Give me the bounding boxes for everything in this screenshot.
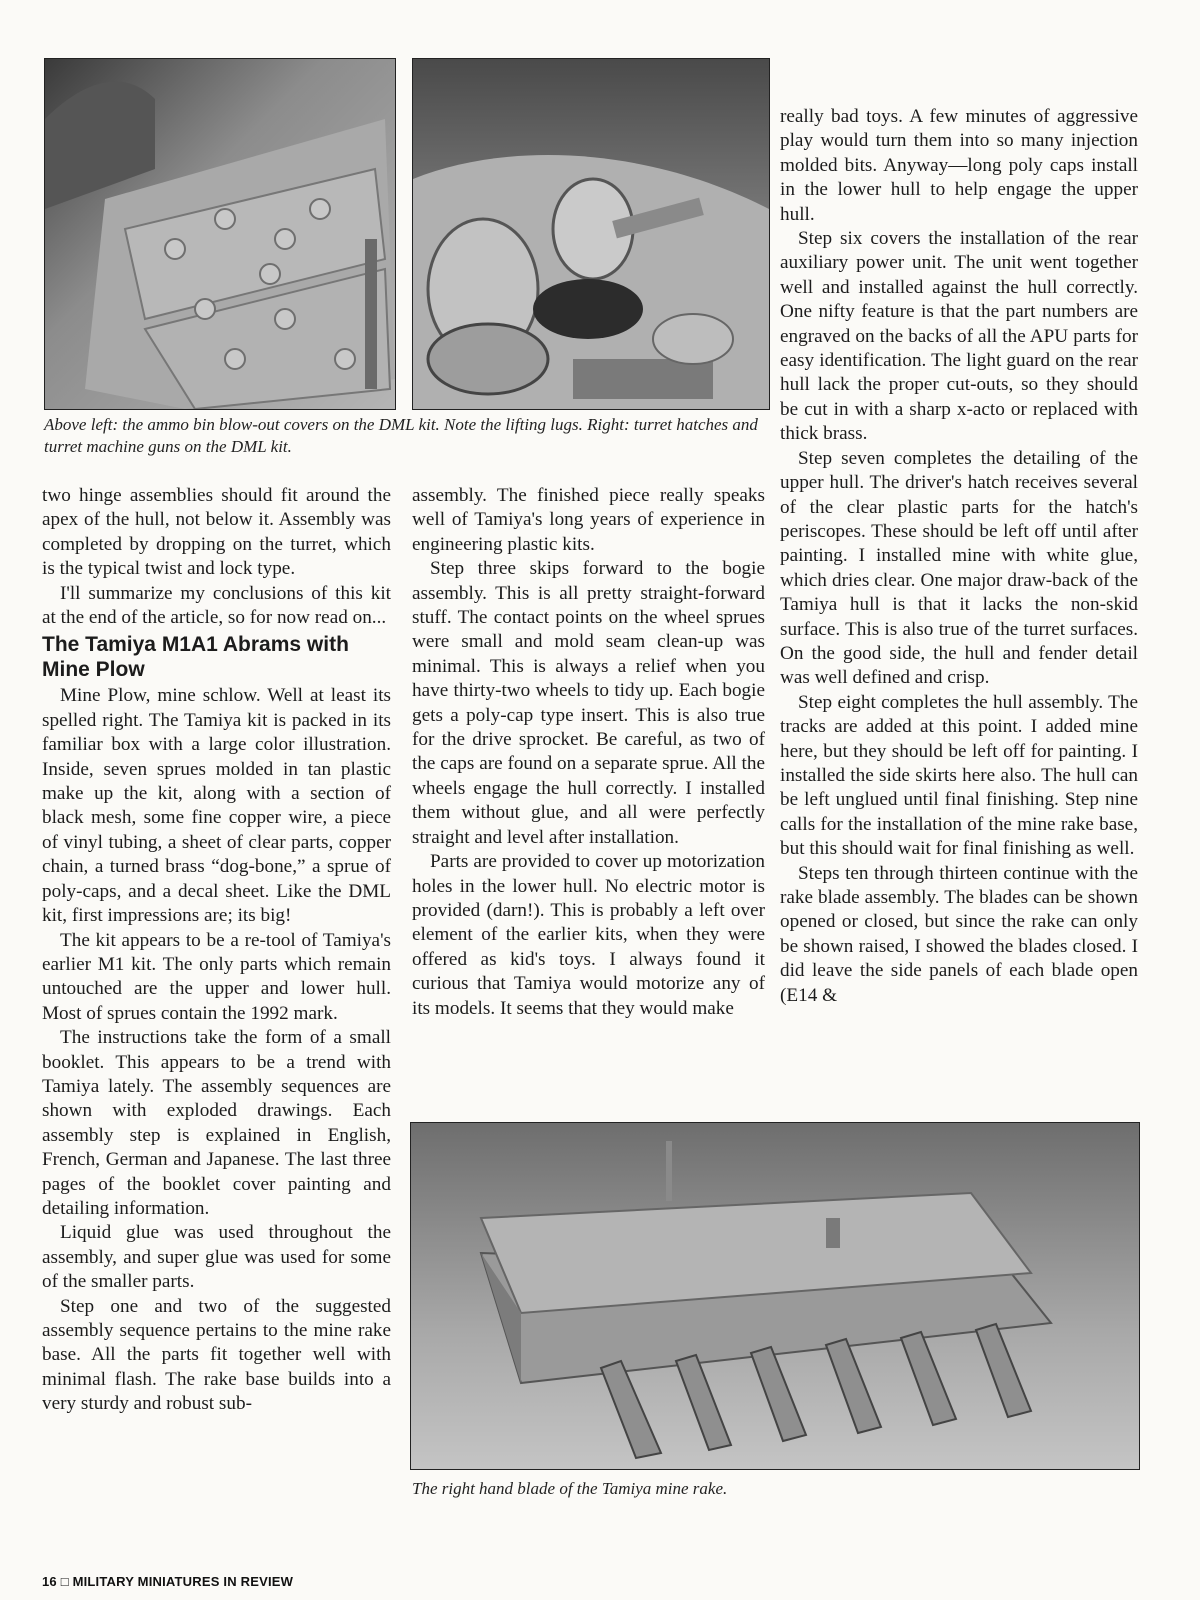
page-footer — [42, 1574, 293, 1589]
paragraph: Step one and two of the suggested assembly sequence pertains to the mine rake base. All the parts fit together well with minimal flash. The rake base builds into a very sturdy and robust sub- — [42, 1295, 391, 1415]
separator-box: □ — [60, 1574, 69, 1589]
top-photos-caption: Above left: the ammo bin blow-out covers on the DML kit. Note the lifting lugs. Right: turret hatches and turret machine guns on the DML kit. — [44, 415, 758, 456]
paragraph: Step three skips forward to the bogie assembly. This is all pretty straight-forward stuff. The contact points on the wheel sprues were small and mold seam clean-up was minimal. This is always a relief when you have thirty-two wheels to tidy up. Each bogie gets a poly-cap type insert. This is also true for the drive sprocket. Be careful, as two of the caps are found on a separate sprue. All the wheels engage the hull correctly. I installed them without glue, and all were perfectly straight and level after installation. — [412, 558, 765, 848]
photo-turret-hatches — [412, 58, 770, 410]
paragraph: Steps ten through thirteen continue with the rake blade assembly. The blades can be shown opened or closed, but since the rake can only be shown raised, I showed the blades closed. I did leave the side panels of each blade open (E14 & — [780, 862, 1138, 1006]
page-number: 16 — [42, 1574, 57, 1589]
paragraph: The kit appears to be a re-tool of Tamiya's earlier M1 kit. The only parts which remain untouched are the upper and lower hull. Most of sprues contain the 1992 mark. — [42, 929, 391, 1024]
paragraph: Step eight completes the hull assembly. The tracks are added at this point. I added mine here, but they should be left off for painting. I installed the side skirts here also. The hull can be left unglued until final finishing. Step nine calls for the installation of the mine rake base, but this should wait for final finishing as well. — [780, 691, 1138, 860]
paragraph: Liquid glue was used throughout the assembly, and super glue was used for some of the smaller parts. — [42, 1222, 391, 1293]
paragraph: I'll summarize my conclusions of this kit at the end of the article, so for now read on... — [42, 582, 391, 629]
paragraph: Mine Plow, mine schlow. Well at least its spelled right. The Tamiya kit is packed in its familiar box with a large color illustration. Inside, seven sprues molded in tan plastic make up the kit, along with a section of black mesh, some fine copper wire, a piece of vinyl tubing, a sheet of clear parts, copper chain, a turned brass “dog-bone,” a sprue of poly-caps, and a decal sheet. Like the DML kit, first impressions are; its big! — [42, 685, 391, 927]
paragraph: Parts are provided to cover up motorization holes in the lower hull. No electric motor is provided (darn!). This is probably a left over element of the earlier kits, when they were offered as kid's toys. I always found it curious that Tamiya would motorize any of its models. It seems that they would make — [412, 851, 765, 1019]
photo-ammo-bin-covers — [44, 58, 396, 410]
paragraph: assembly. The finished piece really speaks well of Tamiya's long years of experience in engineering plastic kits. — [412, 485, 765, 555]
paragraph: The instructions take the form of a small booklet. This appears to be a trend with Tamiya lately. The assembly sequences are shown with exploded drawings. Each assembly step is explained in English, French, German and Japanese. The last three pages of the booklet cover painting and detailing information. — [42, 1027, 391, 1219]
mine-rake-illustration — [411, 1123, 1139, 1469]
paragraph: two hinge assemblies should fit around the apex of the hull, not below it. Assembly was completed by dropping on the turret, which is the typical twist and lock type. — [42, 485, 391, 580]
photo-mine-rake-blade — [410, 1122, 1140, 1470]
paragraph: Step six covers the installation of the rear auxiliary power unit. The unit went together well and installed against the hull correctly. One nifty feature is that the part numbers are engraved on the backs of all the APU parts for easy identification. The light guard on the rear hull lack the proper cut-outs, so they should be cut in with a sharp x-acto or replaced with thick brass. — [780, 228, 1138, 445]
publication-name: MILITARY MINIATURES IN REVIEW — [72, 1574, 294, 1589]
paragraph: really bad toys. A few minutes of aggressive play would turn them into so many injection molded bits. Anyway—long poly caps install in the lower hull to help engage the upper hull. — [780, 106, 1138, 225]
paragraph: Step seven completes the detailing of the upper hull. The driver's hatch receives several of the clear plastic parts for the hatch's periscopes. These should be left off until after painting. I installed mine with white glue, which dries clear. One major draw-back of the Tamiya hull is that it lacks the non-skid surface. This is also true of the turret surfaces. On the good side, the hull and fender detail was well defined and crisp. — [780, 447, 1138, 689]
section-heading: The Tamiya M1A1 Abrams with Mine Plow — [42, 633, 349, 682]
ammo-bin-illustration — [45, 59, 395, 409]
bottom-photo-caption: The right hand blade of the Tamiya mine rake. — [412, 1479, 728, 1498]
column-left — [42, 484, 391, 1417]
column-right — [780, 105, 1138, 1008]
turret-hatches-illustration — [413, 59, 769, 409]
column-middle — [412, 484, 765, 1021]
